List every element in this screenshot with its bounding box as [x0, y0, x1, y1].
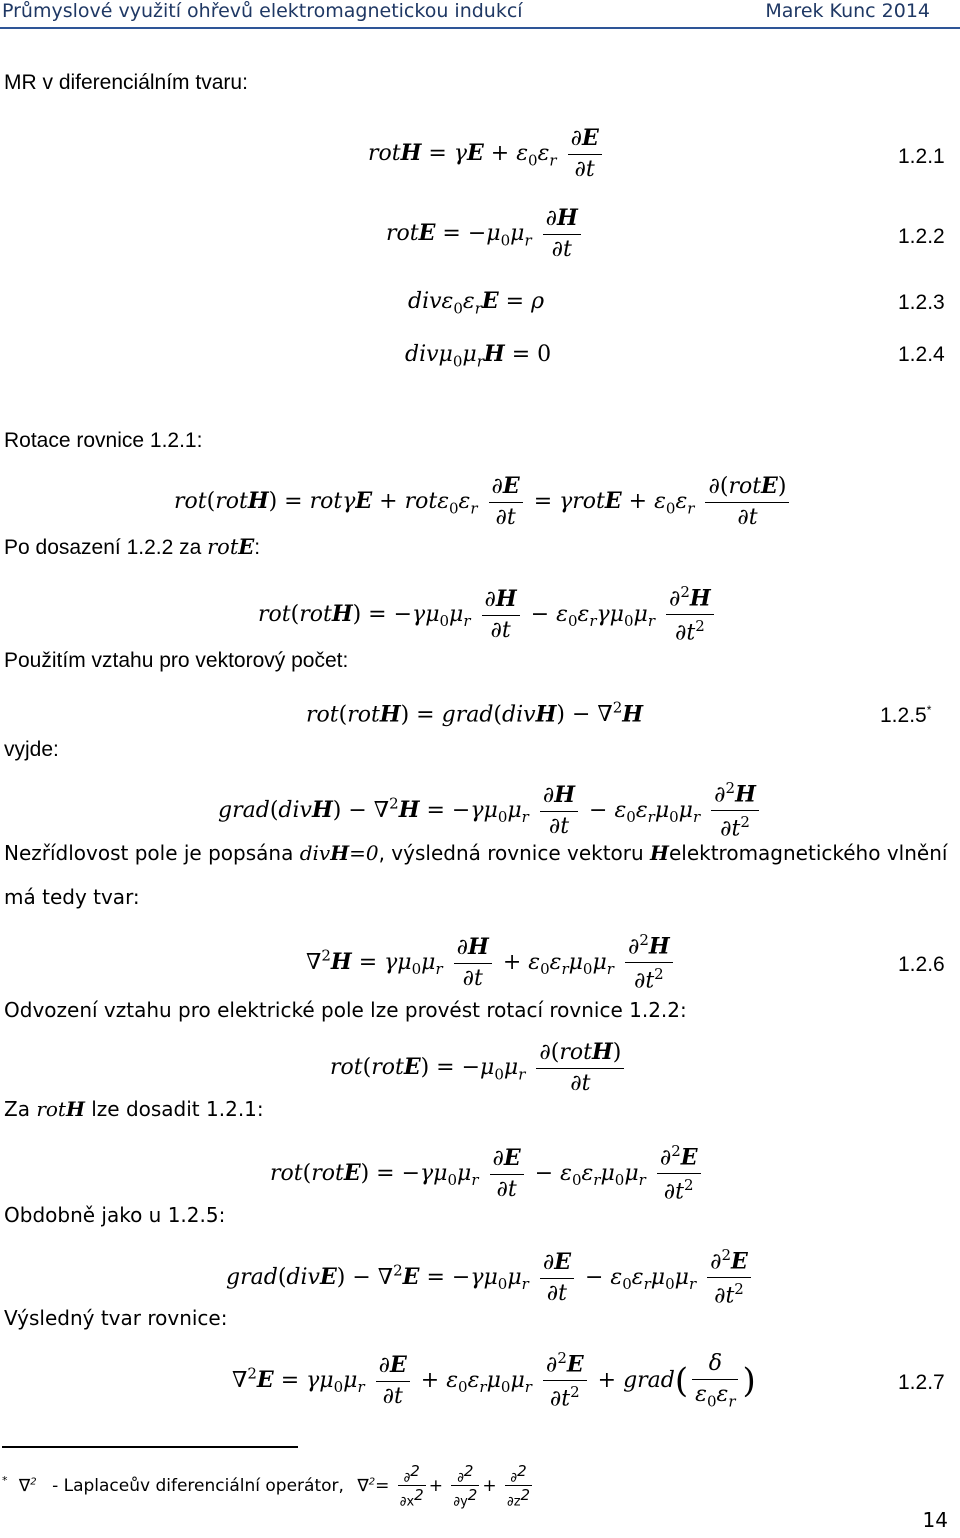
vyjde-text: vyjde:	[4, 738, 59, 761]
equation-wave-h-full: grad(divH) − $\nabla^2H = -\gamma\mu_0\mu_r$ $\frac{\partial H}{\partial t}$ − $\varepsilon_0\varepsilon_r\mu_0\mu_r$ $\frac{\partial^2H}{\partial t^2}$	[218, 780, 763, 842]
page-header	[0, 0, 960, 24]
equation-1-2-1: rotH = $\gamma E + \varepsilon_0\varepsilon_r$ $\frac{\partial E}{\partial t}$	[368, 126, 606, 182]
equation-1-2-7: $\nabla^2E = \gamma\mu_0\mu_r$ $\frac{\partial E}{\partial t}$ + $\varepsilon_0\varepsilon_r\mu_0\mu_r$ $\frac{\partial^2E}{\partial t^2}$ + grad( $\frac{\delta}{\varepsilon_0\varepsilon_r}$ )	[232, 1349, 756, 1412]
po-dosazeni-text: Po dosazení 1.2.2 za rotE:	[4, 534, 261, 559]
header-rule	[0, 27, 960, 29]
equation-rot-rot-e: rot(rotE) = $-\mu_0\mu_r$ $\frac{\text{∂(rotH)}}{\partial t}$	[330, 1040, 628, 1096]
mr-intro-text: MR v diferenciálním tvaru:	[4, 71, 248, 94]
equation-number-1-2-3: 1.2.3	[898, 291, 945, 314]
equation-rotation: rot(rotH) = $rot\gamma E + rot\varepsilon_0\varepsilon_r$ $\frac{\partial E}{\partial t}$ = γrotE + $\varepsilon_0\varepsilon_r$ $\frac{\text{∂(rotE)}}{\partial t}$	[174, 474, 793, 530]
obdobne-text: Obdobně jako u 1.2.5:	[4, 1203, 226, 1227]
equation-number-1-2-1: 1.2.1	[898, 145, 945, 168]
header-title: Průmyslové využití ohřevů elektromagnetickou indukcí	[2, 0, 523, 22]
equation-number-1-2-7: 1.2.7	[898, 1371, 945, 1394]
odvozeni-text: Odvození vztahu pro elektrické pole lze provést rotací rovnice 1.2.2:	[4, 998, 687, 1022]
nezridlovost-text: Nezřídlovost pole je popsána divH=0, výsledná rovnice vektoru Helektromagnetického vlnění	[4, 841, 948, 865]
equation-1-2-3: $div\varepsilon_0\varepsilon_rE = \rho$	[408, 288, 545, 318]
page-number: 14	[922, 1508, 948, 1532]
equation-1-2-6: $\nabla^2H = \gamma\mu_0\mu_r$ $\frac{\partial H}{\partial t}$ + $\varepsilon_0\varepsilon_r\mu_0\mu_r$ $\frac{\partial^2H}{\partial t^2}$	[306, 932, 677, 994]
equation-e-substitution: rot(rotE) = $-\gamma\mu_0\mu_r$ $\frac{\partial E}{\partial t}$ − $\varepsilon_0\varepsilon_r\mu_0\mu_r$ $\frac{\partial^2E}{\partial t^2}$	[270, 1143, 705, 1205]
vysledny-text: Výsledný tvar rovnice:	[4, 1306, 228, 1330]
ma-tedy-text: má tedy tvar:	[4, 885, 140, 909]
equation-number-1-2-6: 1.2.6	[898, 953, 945, 976]
footnote: * ∇$^2$ - Laplaceův diferenciální operátor, ∇$^2$= $\frac{\partial^2}{\partial x^2}$ + $\frac{\partial^2}{\partial y^2}$ + $\frac{\partial^2}{\partial z^2}$	[2, 1462, 531, 1510]
za-roth-text: Za rotH lze dosadit 1.2.1:	[4, 1097, 264, 1121]
equation-1-2-5: rot(rotH) = grad(divH) − ∇$^2$H	[306, 699, 644, 728]
rotace-text: Rotace rovnice 1.2.1:	[4, 429, 203, 452]
header-author: Marek Kunc 2014	[765, 0, 930, 22]
equation-number-1-2-5: 1.2.5*	[880, 703, 932, 727]
equation-wave-e-full: grad(divE) − $\nabla^2E = -\gamma\mu_0\mu_r$ $\frac{\partial E}{\partial t}$ − $\varepsilon_0\varepsilon_r\mu_0\mu_r$ $\frac{\partial^2E}{\partial t^2}$	[226, 1247, 755, 1309]
equation-number-1-2-2: 1.2.2	[898, 225, 945, 248]
equation-1-2-4: $div\mu_0\mu_rH = 0$	[405, 341, 552, 371]
equation-number-1-2-4: 1.2.4	[898, 343, 945, 366]
equation-1-2-2: rotE = $-\mu_0\mu_r$ $\frac{\partial H}{\partial t}$	[386, 206, 585, 262]
footnote-mark: *	[2, 1474, 8, 1488]
pouzitim-text: Použitím vztahu pro vektorový počet:	[4, 649, 349, 672]
footnote-rule	[2, 1446, 298, 1448]
footnote-label: - Laplaceův diferenciální operátor,	[52, 1475, 344, 1496]
equation-substitution: rot(rotH) = $-\gamma\mu_0\mu_r$ $\frac{\partial H}{\partial t}$ − $\varepsilon_0\varepsilon_r\gamma\mu_0\mu_r$ $\frac{\partial^2H}{\partial t^2}$	[258, 584, 718, 646]
